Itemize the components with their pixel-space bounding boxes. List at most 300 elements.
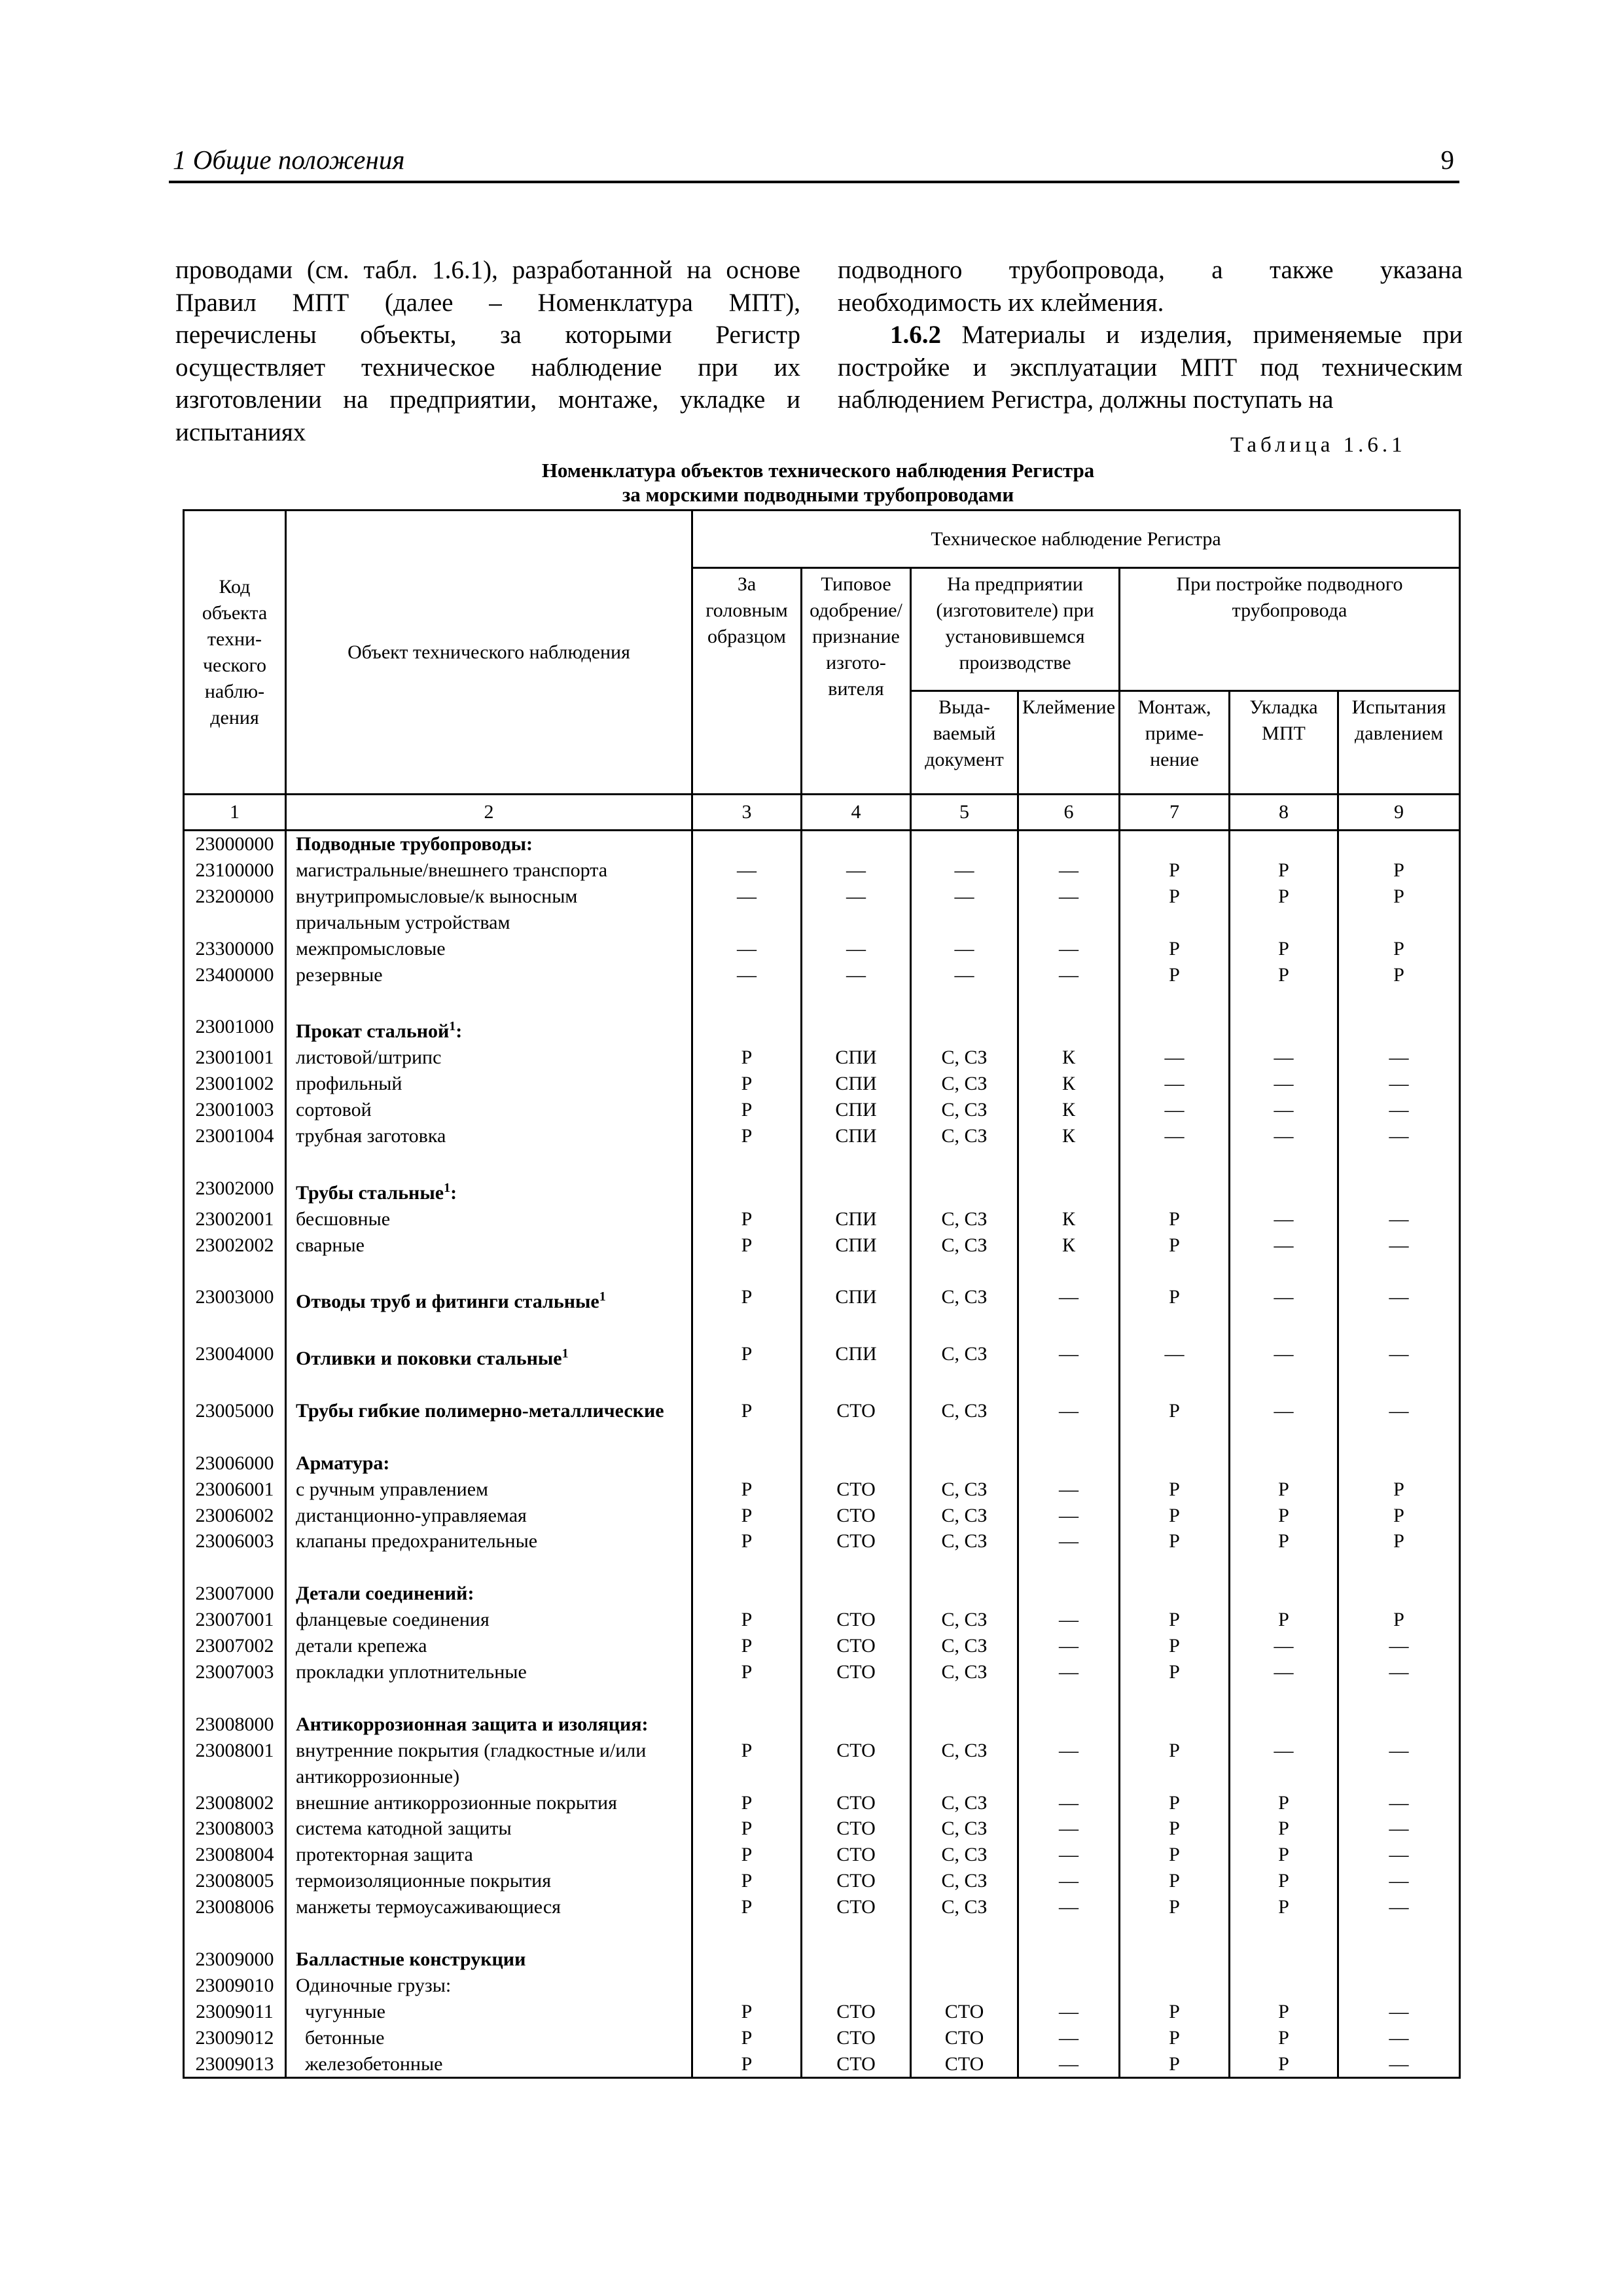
header-mounting: Монтаж, приме-нение: [1120, 691, 1230, 795]
supervision-cell: [1338, 1973, 1460, 1999]
supervision-cell: СТО: [802, 1868, 911, 1894]
table-title-line-2: за морскими подводными трубопроводами: [622, 483, 1014, 506]
table-row: [184, 1712, 1460, 1738]
object-code: 23001001: [184, 1045, 286, 1071]
supervision-cell: С, СЗ: [911, 1206, 1018, 1232]
supervision-cell: [802, 1149, 911, 1175]
object-name-text: внешние антикоррозионные покрытия: [296, 1791, 617, 1814]
supervision-cell: [1018, 1175, 1120, 1206]
supervision-cell: Р: [1120, 2025, 1230, 2051]
supervision-cell: С, СЗ: [911, 1790, 1018, 1816]
object-name: [286, 1123, 692, 1149]
supervision-cell: Р: [1230, 936, 1338, 962]
object-name-text: внутрипромысловые/к выносным: [296, 885, 578, 907]
supervision-cell: [911, 1946, 1018, 1973]
supervision-cell: —: [1018, 857, 1120, 884]
object-name: [286, 1372, 692, 1398]
supervision-cell: [802, 1581, 911, 1607]
supervision-cell: —: [1230, 1071, 1338, 1097]
supervision-cell: СТО: [802, 1607, 911, 1633]
supervision-cell: СТО: [802, 1816, 911, 1842]
supervision-cell: —: [1338, 2051, 1460, 2078]
table-row: [184, 2025, 1460, 2051]
supervision-cell: [1018, 910, 1120, 936]
supervision-cell: —: [1338, 1633, 1460, 1659]
supervision-cell: С, СЗ: [911, 1738, 1018, 1764]
supervision-cell: —: [911, 857, 1018, 884]
supervision-cell: [692, 1014, 802, 1045]
supervision-cell: [1230, 1450, 1338, 1477]
object-code: 23001002: [184, 1071, 286, 1097]
object-code: 23007002: [184, 1633, 286, 1659]
object-name: [286, 1816, 692, 1842]
supervision-cell: [1018, 1014, 1120, 1045]
supervision-cell: [1120, 1450, 1230, 1477]
supervision-cell: [1338, 1014, 1460, 1045]
supervision-cell: [1018, 1424, 1120, 1450]
supervision-cell: С, СЗ: [911, 1868, 1018, 1894]
supervision-cell: —: [1018, 1842, 1120, 1868]
object-name-text: антикоррозионные): [296, 1765, 460, 1787]
column-number: 5: [911, 795, 1018, 831]
supervision-cell: [1018, 1764, 1120, 1790]
supervision-cell: —: [692, 962, 802, 988]
column-number: 4: [802, 795, 911, 831]
supervision-cell: [802, 910, 911, 936]
supervision-cell: [1338, 1149, 1460, 1175]
supervision-cell: [1230, 1424, 1338, 1450]
supervision-cell: СПИ: [802, 1097, 911, 1123]
object-name-text: Балластные конструкции: [296, 1948, 526, 1970]
supervision-cell: —: [1338, 2025, 1460, 2051]
supervision-cell: Р: [692, 1341, 802, 1372]
object-code: 23003000: [184, 1284, 286, 1315]
supervision-cell: Р: [1120, 1999, 1230, 2025]
object-name-text: Арматура:: [296, 1452, 390, 1474]
supervision-cell: —: [1018, 1528, 1120, 1554]
supervision-cell: —: [1338, 1341, 1460, 1372]
supervision-cell: [1338, 1424, 1460, 1450]
object-code: [184, 1764, 286, 1790]
supervision-cell: Р: [1120, 962, 1230, 988]
supervision-cell: Р: [692, 1894, 802, 1920]
supervision-cell: [911, 1450, 1018, 1477]
table-row: [184, 1175, 1460, 1206]
supervision-cell: —: [1230, 1738, 1338, 1764]
supervision-cell: Р: [692, 1071, 802, 1097]
object-code: 23004000: [184, 1341, 286, 1372]
supervision-cell: —: [1018, 1284, 1120, 1315]
left-text-column: [175, 254, 800, 448]
supervision-cell: [911, 1764, 1018, 1790]
header-issued-document: Выда-ваемый документ: [911, 691, 1018, 795]
object-name-text: дистанционно-управляемая: [296, 1504, 527, 1526]
supervision-cell: [1018, 988, 1120, 1014]
supervision-cell: [911, 1685, 1018, 1712]
supervision-cell: [692, 1258, 802, 1284]
section-title: 1 Общие положения: [173, 145, 405, 175]
object-code: 23100000: [184, 857, 286, 884]
supervision-cell: —: [1018, 2025, 1120, 2051]
supervision-cell: [802, 1372, 911, 1398]
supervision-cell: [1120, 1424, 1230, 1450]
supervision-cell: [1120, 1712, 1230, 1738]
object-name: [286, 2051, 692, 2078]
table-row: [184, 1372, 1460, 1398]
table-row: [184, 1816, 1460, 1842]
supervision-cell: [1338, 1764, 1460, 1790]
supervision-cell: [1018, 1149, 1120, 1175]
object-name: [286, 1607, 692, 1633]
supervision-cell: —: [802, 884, 911, 910]
supervision-cell: [692, 1315, 802, 1341]
supervision-cell: Р: [1120, 884, 1230, 910]
supervision-cell: [1120, 1946, 1230, 1973]
object-name-text: прокладки уплотнительные: [296, 1660, 527, 1683]
supervision-cell: Р: [1230, 1503, 1338, 1529]
supervision-cell: [911, 1258, 1018, 1284]
object-name: [286, 884, 692, 910]
supervision-cell: [1338, 1712, 1460, 1738]
supervision-cell: С, СЗ: [911, 1284, 1018, 1315]
object-name-text: магистральные/внешнего транспорта: [296, 859, 608, 881]
supervision-cell: —: [1338, 1816, 1460, 1842]
supervision-cell: Р: [1120, 1607, 1230, 1633]
supervision-cell: [1018, 1258, 1120, 1284]
supervision-cell: СТО: [911, 1999, 1018, 2025]
object-code: 23006003: [184, 1528, 286, 1554]
supervision-cell: —: [1338, 1842, 1460, 1868]
supervision-cell: СПИ: [802, 1123, 911, 1149]
supervision-cell: —: [1338, 1659, 1460, 1685]
supervision-cell: СТО: [802, 1842, 911, 1868]
table-row: [184, 831, 1460, 857]
supervision-cell: С, СЗ: [911, 1607, 1018, 1633]
supervision-cell: СТО: [802, 1659, 911, 1685]
object-name: [286, 1528, 692, 1554]
table-row: [184, 1973, 1460, 1999]
object-code: [184, 910, 286, 936]
object-code: 23002001: [184, 1206, 286, 1232]
supervision-cell: [1120, 1315, 1230, 1341]
table-row: [184, 1398, 1460, 1424]
header-laying: Укладка МПТ: [1230, 691, 1338, 795]
footnote-mark: 1: [599, 1289, 606, 1304]
supervision-cell: —: [1338, 1790, 1460, 1816]
object-name-text: бетонные: [305, 2026, 385, 2049]
page-number: 9: [1440, 145, 1454, 175]
supervision-cell: С, СЗ: [911, 1633, 1018, 1659]
object-name: [286, 1045, 692, 1071]
supervision-cell: СТО: [802, 1738, 911, 1764]
supervision-cell: СПИ: [802, 1232, 911, 1259]
supervision-cell: —: [1338, 1999, 1460, 2025]
object-name-text: Детали соединений:: [296, 1583, 474, 1605]
supervision-cell: Р: [1120, 2051, 1230, 2078]
supervision-cell: СТО: [802, 2025, 911, 2051]
supervision-cell: Р: [692, 1868, 802, 1894]
object-code: 23009000: [184, 1946, 286, 1973]
table-title-line-1: Номенклатура объектов технического наблюдения Регистра: [541, 459, 1095, 482]
supervision-cell: С, СЗ: [911, 1045, 1018, 1071]
supervision-cell: [692, 1764, 802, 1790]
object-code: 23007001: [184, 1607, 286, 1633]
footnote-mark: 1: [449, 1019, 456, 1034]
supervision-cell: [802, 1014, 911, 1045]
object-name: [286, 1232, 692, 1259]
supervision-cell: [1338, 831, 1460, 857]
object-name: [286, 1633, 692, 1659]
object-name-text: манжеты термоусаживающиеся: [296, 1896, 561, 1918]
supervision-cell: —: [1120, 1071, 1230, 1097]
object-name-text: с ручным управлением: [296, 1478, 489, 1500]
supervision-cell: —: [1338, 1894, 1460, 1920]
object-name: [286, 1685, 692, 1712]
supervision-cell: Р: [1120, 1790, 1230, 1816]
supervision-cell: С, СЗ: [911, 1816, 1018, 1842]
supervision-cell: Р: [1338, 1607, 1460, 1633]
object-code: [184, 1315, 286, 1341]
object-name: [286, 1284, 692, 1315]
table-row: [184, 1685, 1460, 1712]
object-name: [286, 1581, 692, 1607]
supervision-cell: Р: [692, 1659, 802, 1685]
supervision-cell: —: [692, 936, 802, 962]
supervision-cell: [1018, 1946, 1120, 1973]
object-name-text: фланцевые соединения: [296, 1609, 490, 1631]
object-code: 23008006: [184, 1894, 286, 1920]
supervision-cell: —: [1230, 1206, 1338, 1232]
object-name: [286, 1712, 692, 1738]
object-name-text: система катодной защиты: [296, 1818, 512, 1840]
object-code: [184, 1424, 286, 1450]
supervision-cell: Р: [1338, 936, 1460, 962]
object-name: [286, 910, 692, 936]
supervision-cell: —: [1120, 1341, 1230, 1372]
supervision-cell: [911, 1712, 1018, 1738]
header-head-sample: За головным образцом: [692, 568, 802, 795]
table-row: [184, 1232, 1460, 1259]
object-code: [184, 1258, 286, 1284]
object-name: [286, 1946, 692, 1973]
supervision-cell: [1230, 1554, 1338, 1581]
supervision-cell: Р: [1120, 1842, 1230, 1868]
supervision-cell: [802, 1685, 911, 1712]
supervision-cell: Р: [1338, 1528, 1460, 1554]
supervision-cell: [911, 831, 1018, 857]
table-row: [184, 1633, 1460, 1659]
supervision-cell: СТО: [802, 1398, 911, 1424]
supervision-cell: —: [1338, 1868, 1460, 1894]
object-name: [286, 1868, 692, 1894]
supervision-cell: [911, 1014, 1018, 1045]
supervision-cell: [802, 1764, 911, 1790]
object-code: [184, 988, 286, 1014]
supervision-cell: Р: [692, 1097, 802, 1123]
object-name: [286, 1424, 692, 1450]
supervision-cell: [1230, 1175, 1338, 1206]
object-name: [286, 831, 692, 857]
object-name-text: Антикоррозионная защита и изоляция:: [296, 1713, 649, 1735]
object-code: 23008000: [184, 1712, 286, 1738]
object-name: [286, 1258, 692, 1284]
object-name-text: сварные: [296, 1234, 365, 1256]
supervision-cell: Р: [692, 2051, 802, 2078]
supervision-cell: [802, 988, 911, 1014]
supervision-cell: СТО: [802, 1894, 911, 1920]
supervision-cell: [1230, 910, 1338, 936]
supervision-cell: С, СЗ: [911, 1097, 1018, 1123]
object-code: [184, 1920, 286, 1946]
table-body: [184, 831, 1460, 2078]
table-row: [184, 1315, 1460, 1341]
supervision-cell: [1338, 1315, 1460, 1341]
table-row: [184, 1738, 1460, 1764]
supervision-cell: [1338, 1554, 1460, 1581]
supervision-cell: —: [1120, 1097, 1230, 1123]
table-row: [184, 1071, 1460, 1097]
object-code: 23400000: [184, 962, 286, 988]
supervision-cell: Р: [1338, 1477, 1460, 1503]
header-at-construction: При постройке подводного трубопровода: [1120, 568, 1460, 691]
object-name-text: детали крепежа: [296, 1635, 427, 1657]
table-row: [184, 1503, 1460, 1529]
supervision-cell: С, СЗ: [911, 1528, 1018, 1554]
supervision-cell: [692, 1712, 802, 1738]
supervision-cell: С, СЗ: [911, 1503, 1018, 1529]
object-name: [286, 1175, 692, 1206]
supervision-cell: Р: [1230, 857, 1338, 884]
supervision-cell: [1230, 1149, 1338, 1175]
table-row: [184, 884, 1460, 910]
supervision-cell: —: [1338, 1232, 1460, 1259]
table-row: [184, 1258, 1460, 1284]
page-header: [169, 143, 1459, 183]
object-code: 23008003: [184, 1816, 286, 1842]
supervision-cell: Р: [692, 1816, 802, 1842]
supervision-cell: —: [802, 962, 911, 988]
supervision-cell: Р: [1120, 1633, 1230, 1659]
object-name: [286, 1398, 692, 1424]
table-row: [184, 910, 1460, 936]
object-name-text: причальным устройствам: [296, 911, 510, 933]
supervision-cell: [1230, 831, 1338, 857]
object-name: [286, 1790, 692, 1816]
object-code: 23009011: [184, 1999, 286, 2025]
supervision-cell: [1120, 1372, 1230, 1398]
supervision-cell: [802, 831, 911, 857]
column-number: 1: [184, 795, 286, 831]
supervision-cell: Р: [1230, 1790, 1338, 1816]
object-name: [286, 1554, 692, 1581]
object-name: [286, 1341, 692, 1372]
object-name: [286, 1920, 692, 1946]
supervision-cell: —: [1338, 1284, 1460, 1315]
supervision-cell: Р: [692, 1045, 802, 1071]
supervision-cell: [1120, 1014, 1230, 1045]
table-row: [184, 1790, 1460, 1816]
supervision-cell: —: [1338, 1097, 1460, 1123]
supervision-cell: —: [1338, 1071, 1460, 1097]
object-name-tail: :: [450, 1181, 457, 1204]
object-name: [286, 1477, 692, 1503]
table-row: [184, 1123, 1460, 1149]
supervision-cell: [1230, 1764, 1338, 1790]
object-name: [286, 1999, 692, 2025]
supervision-cell: Р: [692, 1284, 802, 1315]
table-row: [184, 1842, 1460, 1868]
table-row: [184, 1206, 1460, 1232]
supervision-cell: —: [1018, 1816, 1120, 1842]
supervision-cell: Р: [692, 1738, 802, 1764]
supervision-cell: —: [1338, 1206, 1460, 1232]
supervision-cell: —: [1018, 1790, 1120, 1816]
supervision-cell: —: [802, 857, 911, 884]
supervision-cell: С, СЗ: [911, 1071, 1018, 1097]
object-name-text: клапаны предохранительные: [296, 1530, 538, 1552]
supervision-cell: —: [1230, 1633, 1338, 1659]
column-number-row: [184, 795, 1460, 831]
object-name-text: чугунные: [305, 2000, 385, 2022]
supervision-cell: —: [1120, 1123, 1230, 1149]
supervision-cell: СПИ: [802, 1284, 911, 1315]
footnote-mark: 1: [562, 1346, 569, 1361]
supervision-cell: —: [692, 857, 802, 884]
supervision-cell: Р: [692, 1790, 802, 1816]
supervision-cell: Р: [1230, 1607, 1338, 1633]
supervision-cell: [692, 1175, 802, 1206]
object-code: 23008005: [184, 1868, 286, 1894]
header-tech-supervision: Техническое наблюдение Регистра: [692, 511, 1460, 568]
supervision-cell: [1018, 1450, 1120, 1477]
table-row: [184, 1424, 1460, 1450]
supervision-cell: С, СЗ: [911, 1232, 1018, 1259]
table-row: [184, 1450, 1460, 1477]
supervision-cell: [1120, 1581, 1230, 1607]
supervision-cell: [802, 1450, 911, 1477]
object-name-text: профильный: [296, 1073, 402, 1095]
supervision-cell: —: [1018, 1659, 1120, 1685]
supervision-cell: [1018, 1712, 1120, 1738]
object-name-tail: :: [455, 1020, 463, 1043]
supervision-cell: СТО: [802, 1790, 911, 1816]
supervision-cell: —: [1018, 2051, 1120, 2078]
supervision-cell: Р: [1230, 884, 1338, 910]
supervision-cell: Р: [692, 1232, 802, 1259]
supervision-cell: [911, 1372, 1018, 1398]
supervision-cell: Р: [1230, 2025, 1338, 2051]
supervision-cell: Р: [692, 1503, 802, 1529]
object-name: [286, 1738, 692, 1764]
supervision-cell: [692, 1554, 802, 1581]
object-name: [286, 1315, 692, 1341]
object-name-text: Трубы гибкие полимерно-металлические: [296, 1399, 664, 1422]
object-name-text: Отводы труб и фитинги стальные: [296, 1291, 599, 1313]
object-code: 23200000: [184, 884, 286, 910]
supervision-cell: Р: [1120, 1503, 1230, 1529]
object-code: 23006002: [184, 1503, 286, 1529]
supervision-cell: [911, 1920, 1018, 1946]
clause-text: Материалы и изделия, применяемые при постройке и эксплуатации МПТ под техническим наблюдением Регистра, должны поступать на: [838, 321, 1463, 414]
object-name-text: трубная заготовка: [296, 1124, 446, 1147]
object-code: 23002000: [184, 1175, 286, 1206]
object-name: [286, 962, 692, 988]
object-name-text: Отливки и поковки стальные: [296, 1348, 562, 1370]
supervision-cell: [1018, 1685, 1120, 1712]
supervision-cell: [1230, 1315, 1338, 1341]
supervision-cell: —: [1338, 1045, 1460, 1071]
object-code: 23009012: [184, 2025, 286, 2051]
